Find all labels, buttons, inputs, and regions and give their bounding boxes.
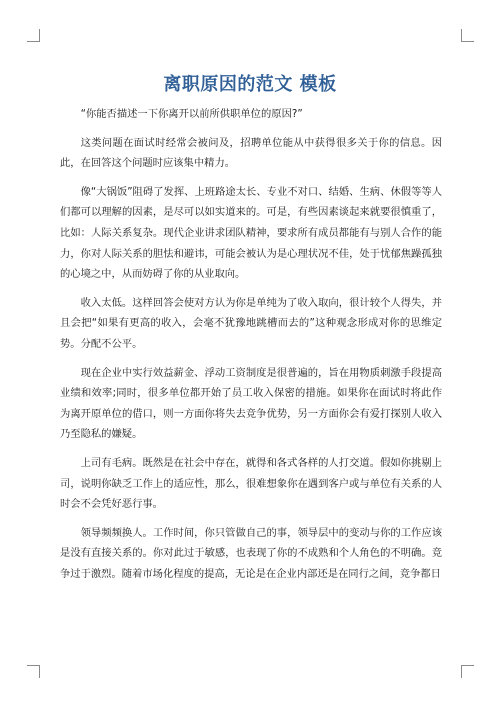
paragraph-question: “你能否描述一下你离开以前所供职单位的原因?” — [80, 108, 303, 120]
paragraph-reasons: 像“大锅饭”阻碍了发挥、上班路途太长、专业不对口、结婚、生病、休假等等人们都可以理解的因素，是尽可以如实道来的。可是，有些因素谈起来就要很慎重了，比如：人际关系复杂。现代企业讲求团队精神，要求所有成员都能有与别人合作的能力，你对人际关系的胆怯和避讳，可能会被认为是心理状况不佳，处于忧郁焦躁孤独的心境之中，从而妨碍了你的从业取向。 — [60, 185, 442, 281]
corner-crop-mark — [461, 29, 474, 42]
document-title: 离职原因的范文 模板 — [163, 74, 337, 96]
corner-crop-mark — [27, 29, 40, 42]
paragraph-boss: 上司有毛病。既然是在社会中存在，就得和各式各样的人打交道。假如你挑剔上司，说明你缺乏工作上的适应性，那么，很难想象你在遇到客户或与单位有关系的人时会不会凭好恶行事。 — [60, 456, 442, 511]
paragraph-low-income: 收入太低。这样回答会使对方认为你是单纯为了收入取向，很计较个人得失，并且会把“如果有更高的收入，会毫不犹豫地跳槽而去的”这种观念形成对你的思维定势。分配不公平。 — [60, 296, 442, 350]
corner-crop-mark — [461, 665, 474, 678]
corner-crop-mark — [27, 665, 40, 678]
paragraph-intro: 这类问题在面试时经常会被问及，招聘单位能从中获得很多关于你的信息。因此，在回答这个问题时应该集中精力。 — [60, 136, 442, 170]
paragraph-salary-system: 现在企业中实行效益薪金、浮动工资制度是很普遍的，旨在用物质刺激手段提高业绩和效率;同时，很多单位都开始了员工收入保密的措施。如果你在面试时将此作为离开原单位的借口，则一方面你将失去竞争优势，另一方面你会有爱打探别人收入乃至隐私的嫌疑。 — [60, 366, 442, 441]
paragraph-leadership: 领导频频换人。工作时间，你只管做自己的事，领导层中的变动与你的工作应该是没有直接关系的。你对此过于敏感，也表现了你的不成熟和个人角色的不明确。竞争过于激烈。随着市场化程度的提高，无论是在企业内部还是在同行之间，竞争都日 — [60, 526, 442, 580]
document-body — [60, 104, 442, 592]
